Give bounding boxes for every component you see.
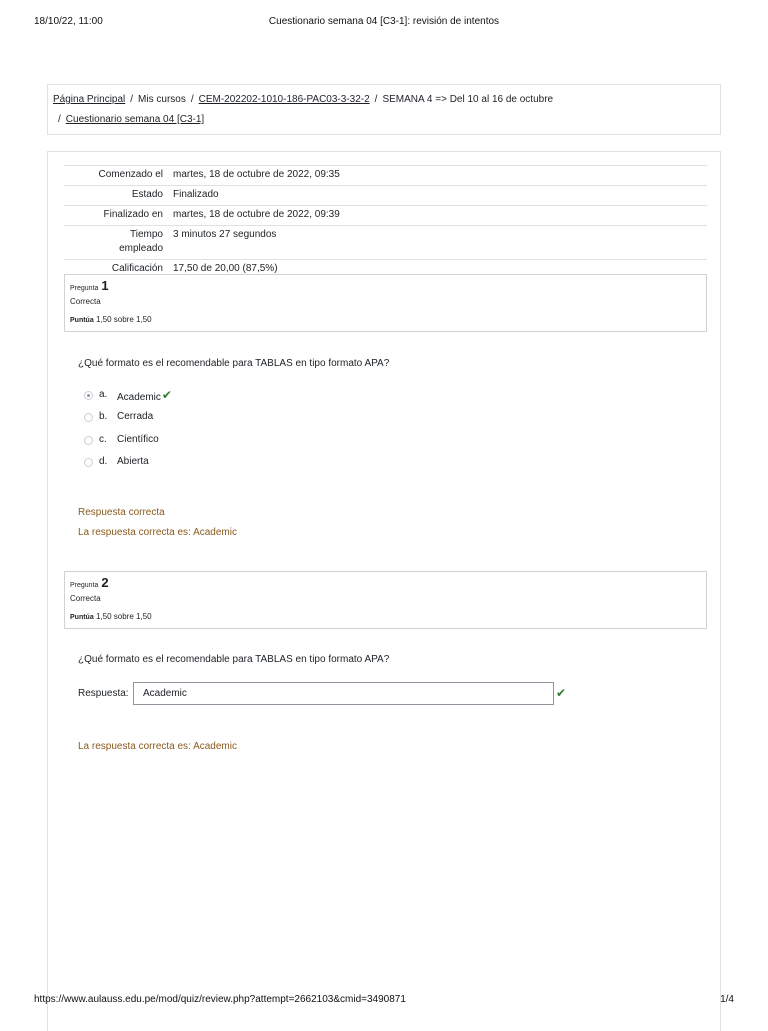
question-info-box <box>64 571 707 629</box>
question-number-value: 2 <box>101 575 109 590</box>
breadcrumb-line-1 <box>53 94 553 105</box>
summary-row-time <box>64 226 707 260</box>
breadcrumb-separator: / <box>58 114 61 125</box>
response-input[interactable] <box>133 682 554 705</box>
summary-label: Finalizado en <box>64 206 168 226</box>
print-header <box>34 16 734 30</box>
radio-icon[interactable] <box>84 391 93 400</box>
question-label: Pregunta <box>70 582 99 589</box>
grade-label: Puntúa <box>70 614 94 621</box>
question-state: Correcta <box>70 297 101 306</box>
print-url: https://www.aulauss.edu.pe/mod/quiz/review.php?attempt=2662103&cmid=3490871 <box>34 994 406 1005</box>
option-label: Academic <box>117 392 161 403</box>
attempt-summary-table <box>64 165 707 280</box>
question-number <box>70 575 109 590</box>
summary-row-started <box>64 166 707 186</box>
breadcrumb-quiz-link[interactable]: Cuestionario semana 04 [C3-1] <box>65 114 205 125</box>
grade-value: 1,50 sobre 1,50 <box>95 612 152 621</box>
right-answer: La respuesta correcta es: Academic <box>78 741 237 752</box>
breadcrumb-separator: / <box>130 94 134 105</box>
breadcrumb-section: SEMANA 4 => Del 10 al 16 de octubre <box>382 94 554 105</box>
option-label: Cerrada <box>117 411 154 422</box>
option-letter: a. <box>99 389 108 400</box>
question-info-box <box>64 274 707 332</box>
option-letter: c. <box>99 434 107 445</box>
breadcrumb-home-link[interactable]: Página Principal <box>53 94 126 105</box>
feedback-status: Respuesta correcta <box>78 507 165 518</box>
breadcrumb-course-link[interactable]: CEM-202202-1010-186-PAC03-3-32-2 <box>198 94 370 105</box>
print-footer <box>34 994 734 1008</box>
quiz-review-region <box>47 151 721 1031</box>
summary-value: martes, 18 de octubre de 2022, 09:35 <box>168 166 707 186</box>
response-label: Respuesta: <box>78 688 129 699</box>
radio-icon[interactable] <box>84 413 93 422</box>
option-text <box>117 389 172 403</box>
question-number-value: 1 <box>101 278 109 293</box>
summary-value: Finalizado <box>168 186 707 206</box>
breadcrumb-separator: / <box>374 94 378 105</box>
print-datetime: 18/10/22, 11:00 <box>34 16 103 27</box>
summary-value: 17,50 de 20,00 (87,5%) <box>168 260 707 280</box>
question-text: ¿Qué formato es el recomendable para TABLAS en tipo formato APA? <box>78 358 390 369</box>
option-letter: b. <box>99 411 108 422</box>
summary-row-finished <box>64 206 707 226</box>
check-icon: ✔ <box>556 686 567 700</box>
option-label: Científico <box>117 434 159 445</box>
radio-icon[interactable] <box>84 458 93 467</box>
option-label: Abierta <box>117 456 149 467</box>
option-letter: d. <box>99 456 108 467</box>
breadcrumb <box>47 84 721 135</box>
summary-label: Estado <box>64 186 168 206</box>
question-grade <box>70 315 152 324</box>
summary-label: Comenzado el <box>64 166 168 186</box>
print-page-title: Cuestionario semana 04 [C3-1]: revisión de intentos <box>268 16 500 27</box>
right-answer: La respuesta correcta es: Academic <box>78 527 237 538</box>
summary-label: Tiempo empleado <box>64 226 168 260</box>
question-number <box>70 278 109 293</box>
summary-label: Calificación <box>64 260 168 280</box>
question-text: ¿Qué formato es el recomendable para TABLAS en tipo formato APA? <box>78 654 390 665</box>
breadcrumb-my-courses: Mis cursos <box>138 94 186 105</box>
check-icon: ✔ <box>161 388 172 402</box>
question-grade <box>70 612 152 621</box>
breadcrumb-separator: / <box>190 94 194 105</box>
summary-row-state <box>64 186 707 206</box>
summary-value: martes, 18 de octubre de 2022, 09:39 <box>168 206 707 226</box>
question-state: Correcta <box>70 594 101 603</box>
grade-value: 1,50 sobre 1,50 <box>95 315 152 324</box>
question-label: Pregunta <box>70 285 99 292</box>
breadcrumb-line-2 <box>58 114 204 125</box>
summary-value: 3 minutos 27 segundos <box>168 226 707 260</box>
radio-icon[interactable] <box>84 436 93 445</box>
print-page-number: 1/4 <box>720 994 734 1005</box>
grade-label: Puntúa <box>70 317 94 324</box>
